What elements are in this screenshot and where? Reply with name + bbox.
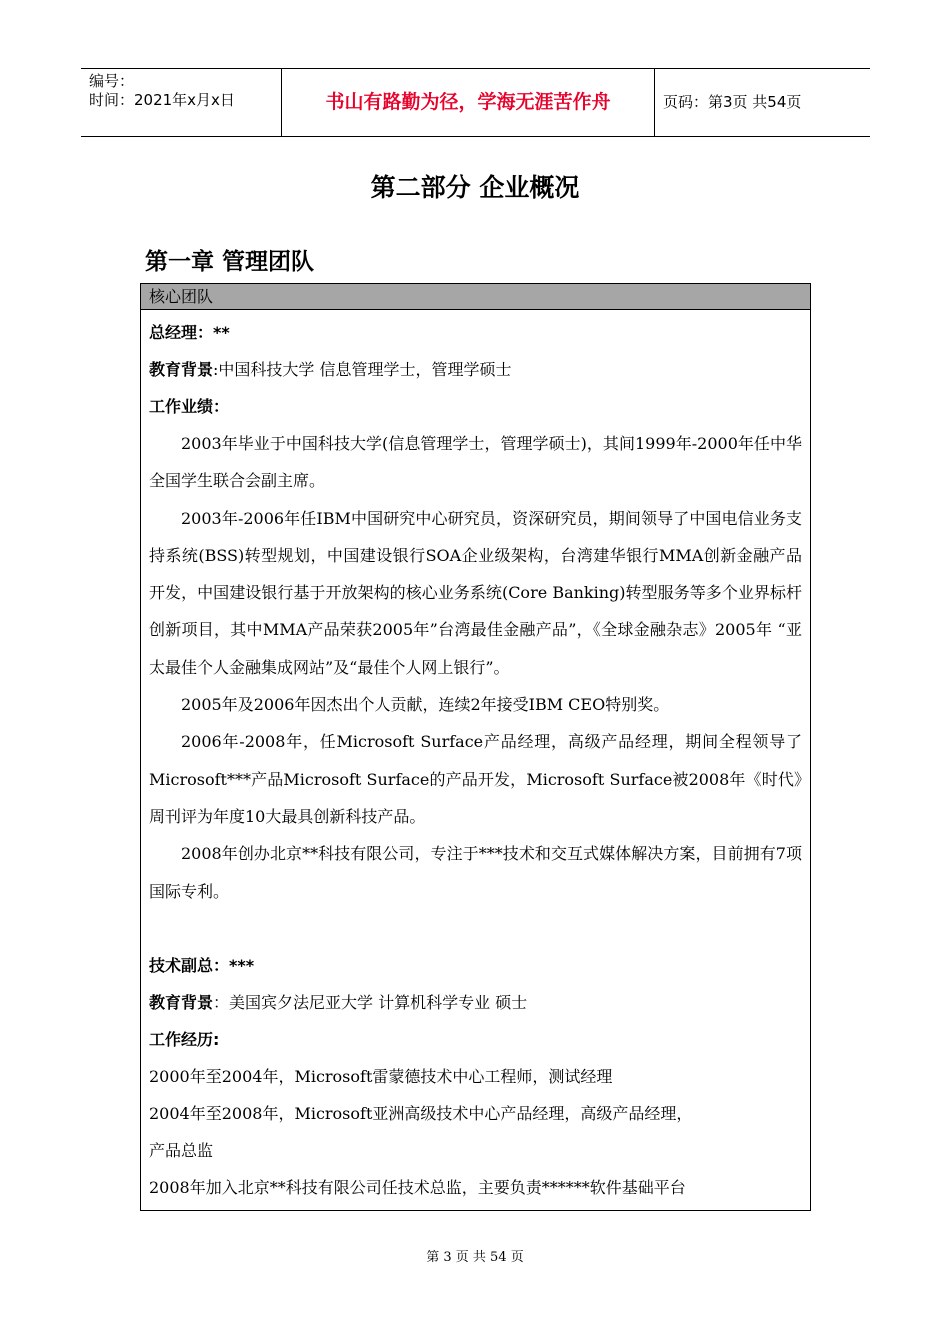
cto-work-line: 2008年加入北京**科技有限公司任技术总监，主要负责******软件基础平台 — [149, 1177, 686, 1197]
header-page-cell — [655, 69, 870, 136]
document-header — [81, 68, 870, 137]
date-label: 时间：2021年x月x日 — [89, 91, 235, 109]
gm-edu-text: :中国科技大学 信息管理学士，管理学硕士 — [213, 360, 512, 379]
paragraph: 2005年及2006年因杰出个人贡献，连续2年接受IBM CEO特别奖。 — [181, 695, 670, 715]
motto: 书山有路勤为径，学海无涯苦作舟 — [325, 91, 611, 113]
gm-edu-label: 教育背景 — [149, 360, 214, 379]
paragraph: 2006年-2008年，任Microsoft Surface产品经理，高级产品经理，期间全程领导了Microsoft***产品Microsoft Surface的产品开发，Microsoft Surface被2008年《时代》周刊评为年度10大最具创新科技产品。 — [149, 732, 802, 826]
box-content — [141, 314, 810, 1206]
cto-education — [149, 984, 802, 1021]
header-info-cell — [81, 69, 282, 136]
section-bar: 核心团队 — [141, 284, 810, 310]
number-label: 编号： — [89, 72, 135, 90]
chapter-title: 第一章 管理团队 — [145, 249, 315, 275]
cto-title: 技术副总：*** — [149, 955, 255, 975]
gm-education — [149, 351, 802, 388]
page-footer: 第 3 页 共 54 页 — [426, 1250, 524, 1265]
spacer — [149, 910, 802, 947]
paragraph: 2003年毕业于中国科技大学(信息管理学士，管理学硕士)，其间1999年-2000年任中华全国学生联合会副主席。 — [149, 434, 802, 491]
core-team-box — [140, 283, 811, 1211]
gm-work-label: 工作业绩： — [149, 397, 230, 416]
part-title: 第二部分 企业概况 — [370, 173, 580, 202]
gm-title: 总经理：** — [149, 323, 230, 342]
paragraph: 2003年-2006年任IBM中国研究中心研究员，资深研究员，期间领导了中国电信业务支持系统(BSS)转型规划，中国建设银行SOA企业级架构，台湾建华银行MMA创新金融产品开发，中国建设银行基于开放架构的核心业务系统(Core Banking)转型服务等多个业界标杆创新项目，其中MMA产品荣获2005年”台湾最佳金融产品”，《全球金融杂志》2005年 “亚太最佳个人金融集成网站”及“最佳个人网上银行”。 — [149, 508, 802, 677]
cto-work-line: 2000年至2004年，Microsoft雷蒙德技术中心工程师，测试经理 — [149, 1066, 613, 1086]
header-motto-cell — [282, 69, 655, 136]
cto-edu-label: 教育背景 — [149, 992, 214, 1012]
cto-work-line: 2004年至2008年，Microsoft亚洲高级技术中心产品经理，高级产品经理， — [149, 1103, 693, 1123]
page-label: 页码：第3页 共54页 — [663, 93, 802, 111]
cto-edu-text: ：美国宾夕法尼亚大学 计算机科学专业 硕士 — [213, 992, 528, 1012]
paragraph: 2008年创办北京**科技有限公司，专注于***技术和交互式媒体解决方案，目前拥有7项国际专利。 — [149, 844, 802, 901]
cto-work-label: 工作经历: — [149, 1029, 220, 1049]
cto-work-line: 产品总监 — [149, 1140, 214, 1160]
